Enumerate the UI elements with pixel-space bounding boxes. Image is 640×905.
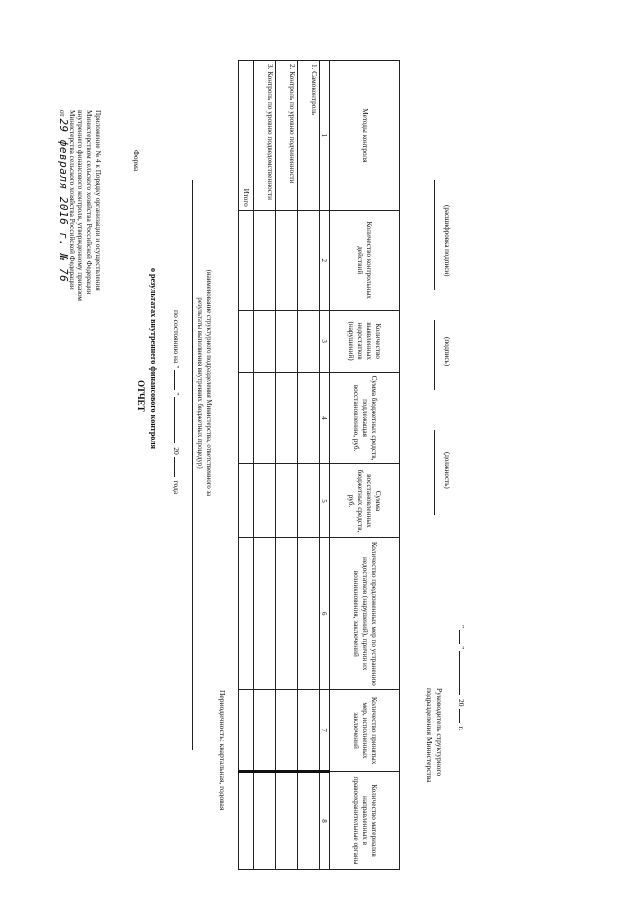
column-number: 1 <box>319 61 329 211</box>
total-label: Итого <box>239 61 254 211</box>
header-sum-restored: Сумма восстановленных бюджетных средств, руб. <box>329 464 399 538</box>
appendix-note <box>57 110 102 301</box>
table-cell[interactable] <box>297 538 319 690</box>
header-sum-to-restore: Сумма бюджетных средств, подлежащая восстановлению, руб. <box>329 372 399 464</box>
signature-line[interactable] <box>434 320 435 390</box>
table-cell[interactable] <box>297 210 319 310</box>
table-cell[interactable] <box>297 310 319 372</box>
table-cell[interactable] <box>253 538 275 690</box>
as-of-year-prefix: 20 <box>172 447 181 455</box>
year-blank[interactable] <box>174 457 182 477</box>
appendix-date-prefix: от <box>57 110 66 117</box>
table-cell[interactable] <box>297 464 319 538</box>
table-row <box>297 61 319 870</box>
table-cell[interactable] <box>239 772 254 870</box>
row-departmental-control: 3. Контроль по уровню подведомственности <box>253 61 275 211</box>
report-table <box>238 60 400 870</box>
as-of-year-suffix: года <box>172 480 181 495</box>
table-cell[interactable] <box>239 210 254 310</box>
table-cell[interactable] <box>253 372 275 464</box>
signature-caption: (подпись) <box>443 337 451 367</box>
date-quote-close: " <box>457 646 466 650</box>
table-cell[interactable] <box>275 772 297 870</box>
department-name-line[interactable] <box>192 180 193 750</box>
table-cell[interactable] <box>239 310 254 372</box>
table-cell[interactable] <box>297 690 319 772</box>
row-self-control: 1. Самоконтроль <box>297 61 319 211</box>
signature-head-line-1: Руководитель структурного <box>435 688 444 777</box>
table-cell[interactable] <box>253 690 275 772</box>
as-of-mid: " <box>172 392 181 396</box>
date-year-prefix: 20 <box>457 699 466 707</box>
decoding-line[interactable] <box>434 180 435 290</box>
table-row <box>275 61 297 870</box>
table-cell[interactable] <box>239 464 254 538</box>
table-cell[interactable] <box>253 464 275 538</box>
date-quote-open: " <box>457 625 466 629</box>
column-number: 3 <box>319 310 329 372</box>
header-accepted-measures: Количество принятых мер, исполненных заключений <box>329 690 399 772</box>
table-cell[interactable] <box>275 310 297 372</box>
column-number: 8 <box>319 772 329 870</box>
header-proposed-measures: Количество предложенных мер по устранению недостатков (нарушений), причин их возникновения, заключений <box>329 538 399 690</box>
report-title: ОТЧЕТ <box>136 380 146 412</box>
column-number: 7 <box>319 690 329 772</box>
appendix-line-4: Министерства сельского хозяйства Российской Федерации <box>67 110 76 290</box>
row-subordination-control: 2. Контроль по уровню подчиненности <box>275 61 297 211</box>
column-number: 6 <box>319 538 329 690</box>
header-law-enforcement: Количество материалов направленных в правоохранительные органы <box>329 772 399 870</box>
appendix-line-1: Приложение № 4 к Порядку организации и осуществления <box>94 110 102 291</box>
signature-head-title <box>424 688 444 783</box>
table-cell[interactable] <box>275 464 297 538</box>
header-row <box>329 61 399 870</box>
date-month-blank[interactable] <box>459 651 467 695</box>
table-cell[interactable] <box>275 538 297 690</box>
appendix-line-3: внутреннего финансового контроля, утвержденному приказом <box>76 110 85 301</box>
table-cell[interactable] <box>253 210 275 310</box>
date-year-suffix: г. <box>457 726 466 731</box>
table-cell[interactable] <box>297 372 319 464</box>
table-cell[interactable] <box>239 538 254 690</box>
position-caption: (должность) <box>443 452 451 489</box>
appendix-line-2: Министерством сельского хозяйства Российской Федерации <box>85 110 94 295</box>
table-cell[interactable] <box>297 772 319 870</box>
date-year-blank[interactable] <box>459 709 467 723</box>
day-blank[interactable] <box>174 370 182 390</box>
report-subtitle: о результатах внутреннего финансового контроля <box>149 268 158 449</box>
column-number: 2 <box>319 210 329 310</box>
month-blank[interactable] <box>174 397 182 443</box>
appendix-handwritten-date: 29 февраля 2016 г. № 76 <box>56 118 70 283</box>
as-of-prefix: по состоянию на " <box>172 310 181 369</box>
as-of-date <box>172 310 182 494</box>
table-cell[interactable] <box>239 372 254 464</box>
decoding-caption: (расшифровка подписи) <box>443 205 451 277</box>
form-label: Форма <box>132 150 141 172</box>
table-cell[interactable] <box>275 690 297 772</box>
table-cell[interactable] <box>275 210 297 310</box>
column-number-row <box>319 61 329 870</box>
position-line[interactable] <box>434 430 435 515</box>
column-number: 5 <box>319 464 329 538</box>
table-cell[interactable] <box>275 372 297 464</box>
appendix-date-line <box>56 110 70 301</box>
periodicity: Периодичность: квартальная, годовая <box>218 690 227 811</box>
header-control-actions: Количество контрольных действий <box>329 210 399 310</box>
table-cell[interactable] <box>239 690 254 772</box>
column-number: 4 <box>319 372 329 464</box>
signature-date <box>457 625 467 730</box>
header-control-methods: Методы контроля <box>329 61 399 211</box>
table-row <box>253 61 275 870</box>
table-cell[interactable] <box>253 772 275 870</box>
date-day-blank[interactable] <box>459 630 467 644</box>
total-row <box>239 61 254 870</box>
table-cell[interactable] <box>253 310 275 372</box>
header-deficiencies: Количество выявленных недостатков (нарушений) <box>329 310 399 372</box>
department-caption: (наименование структурного подразделения Министерства, ответственного за результаты выполнения внутренних бюджетных процедур) <box>196 269 212 497</box>
signature-head-line-2: подразделения Министерства <box>425 688 434 783</box>
